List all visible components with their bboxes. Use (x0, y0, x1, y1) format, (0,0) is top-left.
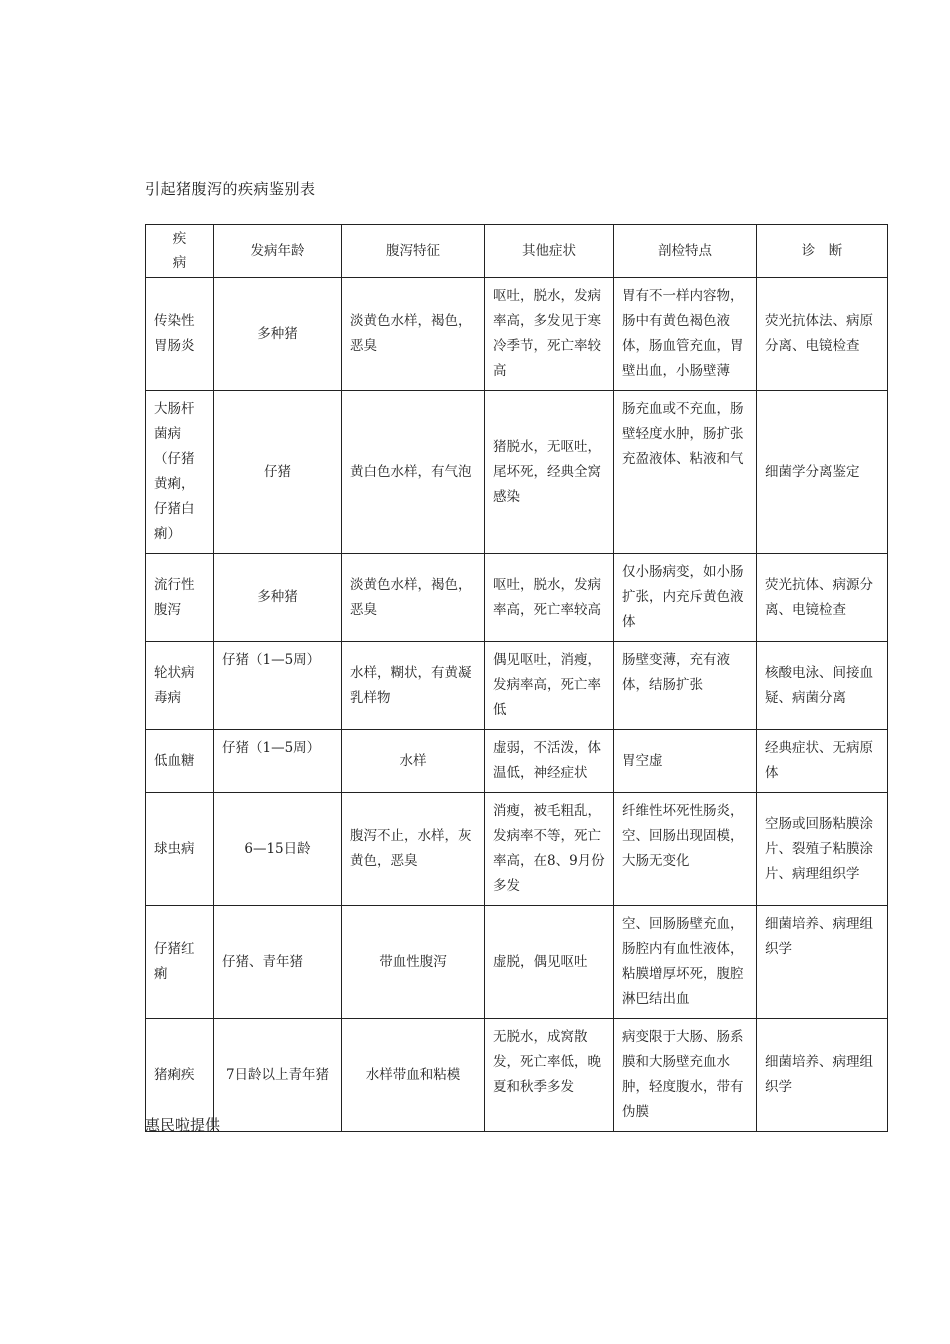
cell-age: 仔猪（1—5周） (214, 730, 342, 793)
cell-age: 仔猪 (214, 391, 342, 554)
header-age: 发病年龄 (214, 225, 342, 278)
cell-diagnosis: 细菌学分离鉴定 (757, 391, 888, 554)
cell-diarrhea: 淡黄色水样，褐色，恶臭 (342, 554, 485, 642)
cell-autopsy: 病变限于大肠、肠系膜和大肠壁充血水肿，轻度腹水，带有伪膜 (614, 1019, 757, 1132)
cell-age: 6—15日龄 (214, 793, 342, 906)
cell-diagnosis: 经典症状、无病原体 (757, 730, 888, 793)
table-row (146, 278, 888, 391)
cell-age: 仔猪（1—5周） (214, 642, 342, 730)
cell-other: 呕吐，脱水，发病率高，多发见于寒冷季节，死亡率较高 (485, 278, 614, 391)
table-row (146, 1019, 888, 1132)
cell-other: 呕吐，脱水，发病率高，死亡率较高 (485, 554, 614, 642)
cell-diagnosis: 空肠或回肠粘膜涂片、裂殖子粘膜涂片、病理组织学 (757, 793, 888, 906)
cell-diarrhea: 带血性腹泻 (342, 906, 485, 1019)
header-autopsy: 剖检特点 (614, 225, 757, 278)
cell-other: 猪脱水，无呕吐，尾坏死，经典全窝感染 (485, 391, 614, 554)
cell-diarrhea: 水样，糊状，有黄凝乳样物 (342, 642, 485, 730)
header-diagnosis: 诊 断 (757, 225, 888, 278)
table-row (146, 906, 888, 1019)
cell-autopsy: 空、回肠肠壁充血，肠腔内有血性液体，粘膜增厚坏死，腹腔淋巴结出血 (614, 906, 757, 1019)
cell-other: 消瘦，被毛粗乱，发病率不等，死亡率高，在8、9月份多发 (485, 793, 614, 906)
cell-autopsy: 胃空虚 (614, 730, 757, 793)
cell-autopsy: 仅小肠病变，如小肠扩张，内充斥黄色液体 (614, 554, 757, 642)
cell-disease: 传染性胃肠炎 (146, 278, 214, 391)
cell-autopsy: 胃有不一样内容物，肠中有黄色褐色液体，肠血管充血，胃壁出血，小肠壁薄 (614, 278, 757, 391)
cell-age: 仔猪、青年猪 (214, 906, 342, 1019)
cell-diagnosis: 细菌培养、病理组织学 (757, 1019, 888, 1132)
cell-diarrhea: 腹泻不止，水样，灰黄色，恶臭 (342, 793, 485, 906)
header-disease: 疾 病 (146, 225, 214, 278)
table-row (146, 554, 888, 642)
cell-diagnosis: 细菌培养、病理组织学 (757, 906, 888, 1019)
header-row (146, 225, 888, 278)
cell-age: 多种猪 (214, 278, 342, 391)
cell-autopsy: 肠壁变薄，充有液体，结肠扩张 (614, 642, 757, 730)
header-diarrhea: 腹泻特征 (342, 225, 485, 278)
cell-autopsy: 纤维性坏死性肠炎，空、回肠出现固模，大肠无变化 (614, 793, 757, 906)
cell-diarrhea: 淡黄色水样，褐色，恶臭 (342, 278, 485, 391)
cell-diagnosis: 核酸电泳、间接血疑、病菌分离 (757, 642, 888, 730)
cell-diarrhea: 黄白色水样，有气泡 (342, 391, 485, 554)
cell-age: 7日龄以上青年猪 (214, 1019, 342, 1132)
cell-other: 无脱水，成窝散发，死亡率低，晚夏和秋季多发 (485, 1019, 614, 1132)
diagnosis-table (145, 224, 888, 1132)
cell-disease: 猪痢疾 (146, 1019, 214, 1132)
cell-diarrhea: 水样带血和粘模 (342, 1019, 485, 1132)
cell-other: 偶见呕吐，消瘦，发病率高，死亡率低 (485, 642, 614, 730)
cell-disease: 球虫病 (146, 793, 214, 906)
cell-diarrhea: 水样 (342, 730, 485, 793)
table-row (146, 642, 888, 730)
cell-diagnosis: 荧光抗体法、病原分离、电镜检查 (757, 278, 888, 391)
cell-disease: 仔猪红痢 (146, 906, 214, 1019)
source-note: 惠民啦提供 (145, 1116, 221, 1134)
cell-diagnosis: 荧光抗体、病源分离、电镜检查 (757, 554, 888, 642)
table-row (146, 793, 888, 906)
cell-age: 多种猪 (214, 554, 342, 642)
cell-disease: 大肠杆菌病（仔猪黄痢，仔猪白痢） (146, 391, 214, 554)
document-title: 引起猪腹泻的疾病鉴别表 (145, 180, 316, 198)
table-row (146, 391, 888, 554)
table-row (146, 730, 888, 793)
cell-disease: 流行性腹泻 (146, 554, 214, 642)
cell-autopsy: 肠充血或不充血，肠壁轻度水肿，肠扩张充盈液体、粘液和气 (614, 391, 757, 554)
cell-disease: 轮状病毒病 (146, 642, 214, 730)
cell-other: 虚弱，不活泼，体温低，神经症状 (485, 730, 614, 793)
cell-disease: 低血糖 (146, 730, 214, 793)
header-other: 其他症状 (485, 225, 614, 278)
cell-other: 虚脱，偶见呕吐 (485, 906, 614, 1019)
